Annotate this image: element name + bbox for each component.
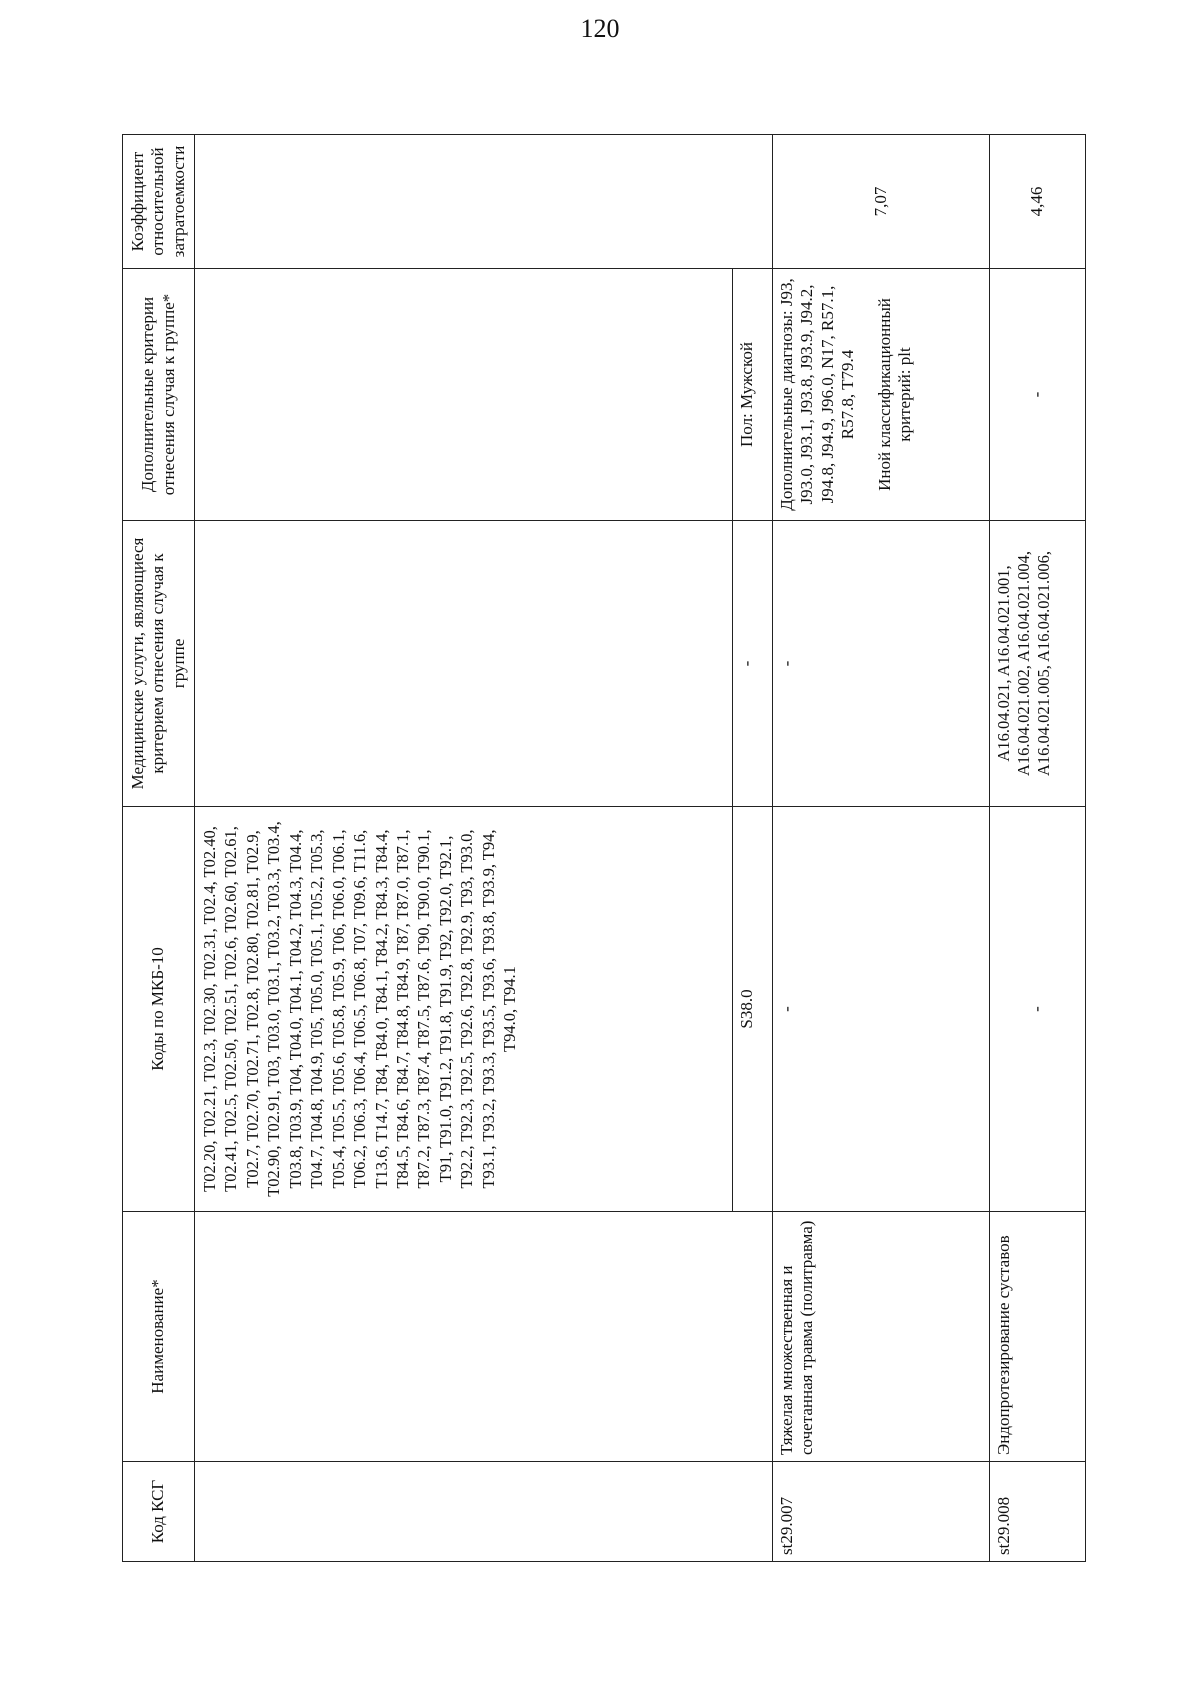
table-row: [990, 135, 1086, 1562]
cell-name: Тяжелая множественная и сочетанная травма (политравма): [773, 1212, 990, 1462]
header-code: Код КСГ: [123, 1462, 195, 1562]
cell-name: Эндопротезирование суставов: [990, 1212, 1086, 1462]
cell-name-empty: [195, 1212, 773, 1462]
header-additional: Дополнительные критерии отнесения случая к группе*: [123, 269, 195, 521]
header-med-services: Медицинские услуги, являющиеся критерием отнесения случая к группе: [123, 521, 195, 807]
cell-mkb: -: [990, 807, 1086, 1212]
cell-coefficient: 7,07: [773, 135, 990, 269]
rotated-table-container: [122, 135, 1085, 1562]
page-number: 120: [580, 14, 620, 43]
ksg-table: [122, 134, 1086, 1562]
cell-med-s38: -: [733, 521, 773, 807]
cell-additional: [773, 269, 990, 521]
cell-coefficient: 4,46: [990, 135, 1086, 269]
cell-med-services: -: [773, 521, 990, 807]
cell-mkb-s38: S38.0: [733, 807, 773, 1212]
cell-code: st29.007: [773, 1462, 990, 1562]
additional-other-criterion-text: Иной классификационный критерий: plt: [874, 298, 914, 491]
cell-med-services: A16.04.021, A16.04.021.001, A16.04.021.002, A16.04.021.004, A16.04.021.005, A16.04.021.006,: [990, 521, 1086, 807]
cell-mkb-codes-list: T02.20, T02.21, T02.3, T02.30, T02.31, T02.4, T02.40, T02.41, T02.5, T02.50, T02.51, T02.6, T02.60, T02.61, T02.7, T02.70, T02.71, T02.8, T02.80, T02.81, T02.9, T02.90, T02.91, T03, T03.0, T03.1, T03.2, T03.3, T03.4, T03.8, T03.9, T04, T04.0, T04.1, T04.2, T04.3, T04.4, T04.7, T04.8, T04.9, T05, T05.0, T05.1, T05.2, T05.3, T05.4, T05.5, T05.6, T05.8, T05.9, T06, T06.0, T06.1, T06.2, T06.3, T06.4, T06.5, T06.8, T07, T09.6, T11.6, T13.6, T14.7, T84, T84.0, T84.1, T84.2, T84.3, T84.4, T84.5, T84.6, T84.7, T84.8, T84.9, T87, T87.0, T87.1, T87.2, T87.3, T87.4, T87.5, T87.6, T90, T90.0, T90.1, T91, T91.0, T91.2, T91.8, T91.9, T92, T92.0, T92.1, T92.2, T92.3, T92.5, T92.6, T92.8, T92.9, T93, T93.0, T93.1, T93.2, T93.3, T93.5, T93.6, T93.8, T93.9, T94, T94.0, T94.1: [195, 807, 733, 1212]
cell-mkb: -: [773, 807, 990, 1212]
cell-coef-empty: [195, 135, 773, 269]
additional-diagnoses-text: Дополнительные диагнозы: J93, J93.0, J93.1, J93.8, J93.9, J94.2, J94.8, J94.9, J96.0, N17, R57.1, R57.8, T79.4: [777, 278, 858, 511]
cell-additional: -: [990, 269, 1086, 521]
rotated-table-wrapper: [122, 135, 1085, 1562]
cell-code: st29.008: [990, 1462, 1086, 1562]
cell-code-empty: [195, 1462, 773, 1562]
table-row: [773, 135, 990, 1562]
table-row-continuation: [195, 135, 733, 1562]
cell-additional-sex: Пол: Мужской: [733, 269, 773, 521]
header-coefficient: Коэффициент относительной затратоемкости: [123, 135, 195, 269]
cell-med-empty: [195, 521, 733, 807]
header-mkb: Коды по МКБ-10: [123, 807, 195, 1212]
table-header-row: [123, 135, 195, 1562]
cell-additional-empty: [195, 269, 733, 521]
header-name: Наименование*: [123, 1212, 195, 1462]
